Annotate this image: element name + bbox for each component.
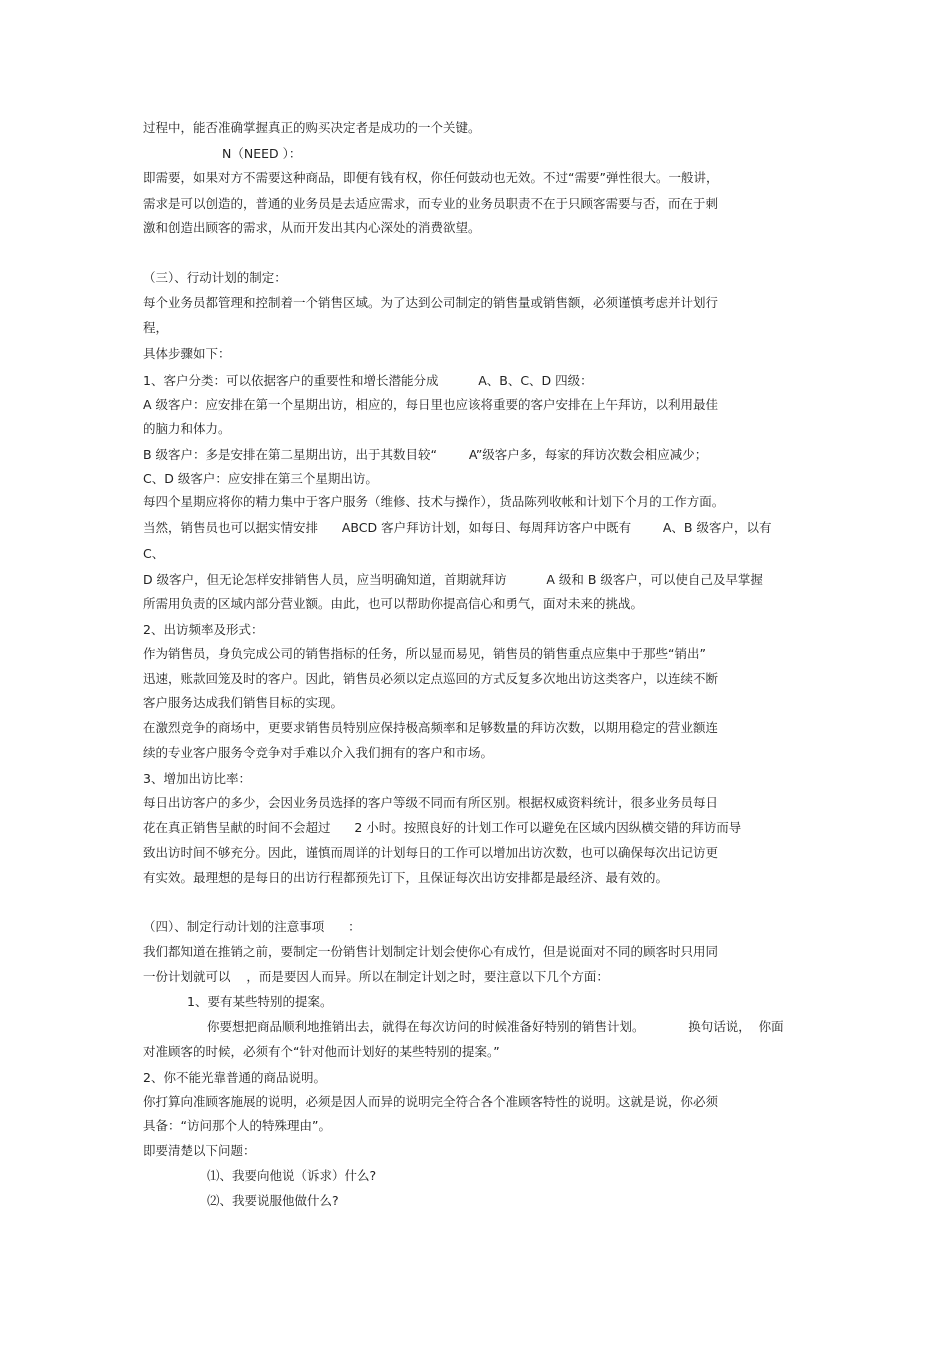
text-line: A 级客户：应安排在第一个星期出访，相应的，每日里也应该将重要的客户安排在上午拜访，以利用最佳	[143, 397, 719, 412]
text-line: 一份计划就可以 ，而是要因人而异。所以在制定计划之时，要注意以下几个方面：	[143, 969, 609, 984]
text-line: 每日出访客户的多少，会因业务员选择的客户等级不同而有所区别。根据权威资料统计，很多业务员每日	[143, 795, 719, 810]
text-line: C、D 级客户：应安排在第三个星期出访。	[143, 471, 378, 486]
section-heading: （四）、制定行动计划的注意事项 ：	[143, 919, 361, 934]
text-line: C、	[143, 546, 165, 561]
text-line: 续的专业客户服务令竞争对手难以介入我们拥有的客户和市场。	[143, 745, 494, 760]
text-line: ⑵、我要说服他做什么?	[207, 1193, 339, 1208]
text-line: 即要清楚以下问题：	[143, 1143, 256, 1158]
text-line: 致出访时间不够充分。因此，谨慎而周详的计划每日的工作可以增加出访次数，也可以确保每次出记访更	[143, 845, 719, 860]
text-line: 程，	[143, 320, 169, 335]
text-line: 每个业务员都管理和控制着一个销售区域。为了达到公司制定的销售量或销售额，必须谨慎考虑并计划行	[143, 295, 719, 310]
text-line: 2、你不能光靠普通的商品说明。	[143, 1070, 326, 1085]
text-line: 你打算向准顾客施展的说明，必须是因人而异的说明完全符合各个准顾客特性的说明。这就是说，你必须	[143, 1094, 719, 1109]
text-line: D 级客户，但无论怎样安排销售人员，应当明确知道，首期就拜访 A 级和 B 级客户，可以使自己及早掌握	[143, 572, 763, 587]
text-line: 1、客户分类：可以依据客户的重要性和增长潜能分成 A、B、C、D 四级：	[143, 373, 593, 388]
text-line: 过程中，能否准确掌握真正的购买决定者是成功的一个关键。	[143, 120, 481, 135]
text-line: 对准顾客的时候，必须有个“针对他而计划好的某些特别的提案。”	[143, 1044, 500, 1059]
text-line: 1、要有某些特别的提案。	[187, 994, 333, 1009]
text-line: 2、出访频率及形式：	[143, 622, 264, 637]
text-line: 作为销售员，身负完成公司的销售指标的任务，所以显而易见，销售员的销售重点应集中于那些“销出”	[143, 646, 706, 661]
text-line: 在激烈竞争的商场中，更要求销售员特别应保持极高频率和足够数量的拜访次数，以期用稳定的营业额连	[143, 720, 719, 735]
text-line: 每四个星期应将你的精力集中于客户服务（维修、技术与操作），货品陈列收帐和计划下个月的工作方面。	[143, 494, 725, 509]
text-line: 具备：“访问那个人的特殊理由”。	[143, 1118, 331, 1133]
text-line: 即需要，如果对方不需要这种商品，即便有钱有权，你任何鼓动也无效。不过“需要”弹性很大。一般讲，	[143, 170, 719, 185]
text-line: 3、增加出访比率：	[143, 771, 251, 786]
text-line: 你要想把商品顺利地推销出去，就得在每次访问的时候准备好特别的销售计划。 换句话说， 你面	[207, 1019, 784, 1034]
text-line: 激和创造出顾客的需求，从而开发出其内心深处的消费欲望。	[143, 220, 481, 235]
text-line: 所需用负责的区域内部分营业额。由此，也可以帮助你提高信心和勇气，面对未来的挑战。	[143, 596, 644, 611]
text-line: B 级客户：多是安排在第二星期出访，出于其数目较“ A”级客户多，每家的拜访次数会相应减少；	[143, 447, 708, 462]
text-line: 我们都知道在推销之前，要制定一份销售计划制定计划会使你心有成竹，但是说面对不同的顾客时只用同	[143, 944, 719, 959]
text-line: 花在真正销售呈献的时间不会超过 2 小时。按照良好的计划工作可以避免在区域内因纵横交错的拜访而导	[143, 820, 742, 835]
text-line: 迅速，账款回笼及时的客户。因此，销售员必须以定点巡回的方式反复多次地出访这类客户，以连续不断	[143, 671, 719, 686]
text-line: N（NEED ）：	[222, 146, 302, 161]
text-line: 的脑力和体力。	[143, 421, 231, 436]
section-heading: （三）、行动计划的制定：	[143, 270, 287, 285]
text-line: 具体步骤如下：	[143, 346, 231, 361]
text-line: 有实效。最理想的是每日的出访行程都预先订下，且保证每次出访安排都是最经济、最有效的。	[143, 870, 669, 885]
text-line: ⑴、我要向他说（诉求）什么?	[207, 1168, 377, 1183]
text-line: 当然，销售员也可以据实情安排 ABCD 客户拜访计划，如每日、每周拜访客户中既有 A、B 级客户，以有	[143, 520, 772, 535]
text-line: 需求是可以创造的，普通的业务员是去适应需求，而专业的业务员职责不在于只顾客需要与否，而在于刺	[143, 196, 719, 211]
text-line: 客户服务达成我们销售目标的实现。	[143, 695, 344, 710]
